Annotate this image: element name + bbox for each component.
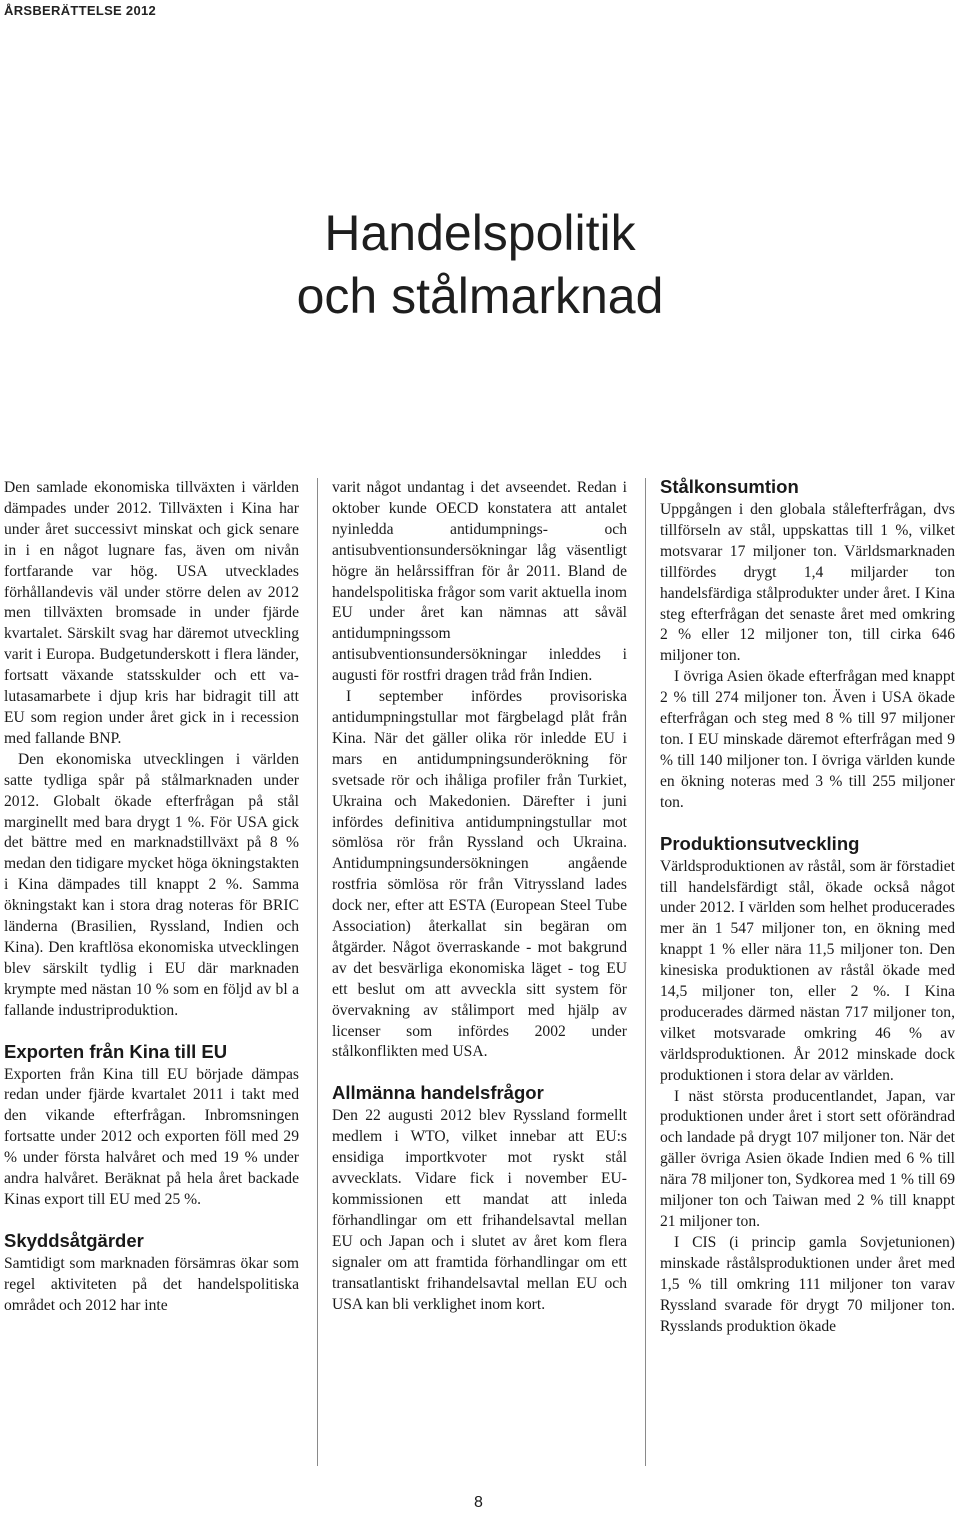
paragraph-production-world: Världsproduktionen av råstål, som är förstadiet till handelsfärdigt stål, ökade också något under 2012. I världen som helhet producerades mer än 1 547 miljoner ton, en ökning med knappt 1 % eller nära 11,5 miljoner ton. Den kinesiska produktionen av råstål ökade med 14,5 miljoner ton, eller 2 %. I Kina producerades därmed nästan 717 miljoner ton, vilket motsvarade omkring 46 % av världsproduktionen. År 2012 minskade dock produktionen i stora delar av världen. [660,857,955,1084]
page-number: 8 [474,1494,483,1511]
page-title-line-1: Handelspolitik [324,204,636,261]
paragraph-general-trade: Den 22 augusti 2012 blev Ryssland formellt medlem i WTO, vilket innebar att EU:s ensidiga importkvoter mot ryskt stål avvecklats. Vidare fick i november EU-kommissionen ett mandat att inleda förhandlingar om ett frihandelsavtal mellan EU och Japan och i slutet av året kom flera signaler om att framtida förhandlingar om ett transatlantiskt frihandelsavtal mellan EU och USA kan bli verklighet inom kort. [332,1107,627,1313]
paragraph-steel-consumption: Uppgången i den globala stålefterfrågan, dvs tillförseln av stål, uppskattas till 1 %, vilket motsvarar 17 miljoner ton. Världsmarknaden tillfördes drygt 1,4 miljarder ton handelsfärdiga stålprodukter under året. I Kina steg efterfrågan det senaste året med omkring 2 % eller 12 miljoner ton, till cirka 646 miljoner ton. [660,501,955,665]
text-column-2 [332,478,627,1315]
heading-general-trade: Allmänna handelsfrågor [332,1082,544,1104]
paragraph-antidumping: I september infördes provisoriska antidumpningstullar mot färgbelagd plåt från Kina. När det gäller olika rör inledde EU i mars en antidumpningsunderökning för svetsade rör och ihåliga profiler från Turkiet, Ukraina och Makedonien. Därefter i juni infördes definitiva antidumpningstullar mot sömlösa rör från Ryssland och Ukraina. Antidumpningsundersökningen angående rostfria sömlösa rör från Vitryssland lades dock ner, efter att ESTA (European Steel Tube Association) återkallat sin begäran om åtgärder. Något överraskande - mot bakgrund av det besvärliga ekonomiska läget - tog EU ett beslut om att avveckla sitt system för övervakning av stålimport med hjälp av licenser som infördes 2002 under stålkonflikten med USA. [332,688,627,1061]
paragraph-production-japan: I näst största producentlandet, Japan, var produktionen under året i stort sett oförändrad och landade på drygt 107 miljoner ton. När det gäller övriga Asien ökade Indien med 6 % till nära 78 miljoner ton, Sydkorea med 1 % till 69 miljoner ton och Taiwan med 2 % till knappt 21 miljoner ton. [660,1087,955,1230]
text-column-1 [4,478,299,1317]
running-head: ÅRSBERÄTTELSE 2012 [4,3,157,18]
paragraph-export-china: Exporten från Kina till EU började dämpas redan under fjärde kvartalet 2011 i takt med den vikande efterfrågan. Inbromsningen fortsatte under 2012 och exporten föll med 29 % under första halvåret och med 19 % under andra halvåret. Beräknat på hela året backade Kinas export till EU med 25 %. [4,1065,299,1208]
heading-production: Produktionsutveckling [660,832,860,854]
column-divider-1 [317,478,318,1466]
paragraph-steel-market: Den ekonomiska utvecklingen i världen satte tydliga spår på stålmarknaden under 2012. Globalt ökade efterfrågan på stål marginellt med bara drygt 1 %. För USA gick det bättre med en marknadstillväxt på 8 % medan den tidigare mycket höga ökningstakten i Kina dämpades till knappt 2 %. Samma ökningstakt kan i stora drag noteras för BRIC länderna (Brasilien, Ryssland, Indien och Kina). Den kraftlösa ekonomiska utvecklingen blev särskilt tydlig i EU där marknaden krympte med nästan 10 % som en följd av bl a fallande industriproduktion. [4,750,299,1019]
heading-protective-measures: Skyddsåtgärder [4,1229,144,1251]
paragraph-oecd: varit något undantag i det avseendet. Redan i oktober kunde OECD konstatera att antalet nyinledda antidumpnings- och antisubventionsundersökningar låg väsentligt högre än helårssiffran för år 2011. Bland de handelspolitiska frågor som varit aktuella inom EU under året kan nämnas att såväl antidumpningssom antisubventionsundersökningar inleddes i augusti för rostfri dragen tråd från Indien. [332,479,627,685]
heading-export-china: Exporten från Kina till EU [4,1040,228,1062]
paragraph-steel-consumption-asia: I övriga Asien ökade efterfrågan med knappt 2 % till 274 miljoner ton. Även i USA ökade efterfrågan och steg med 8 % till 97 miljoner ton. I EU minskade däremot efterfrågan med 9 % till 140 miljoner ton. I övriga världen kunde en ökning noteras med 3 % till 255 miljoner ton. [660,668,955,811]
page-title-line-2: och stålmarknad [296,267,664,324]
paragraph-intro: Den samlade ekonomiska tillväxten i världen dämpades under 2012. Tillväxten i Kina har under året successivt minskat och gick senare in i en något lugnare fas, även om nivån fortfarande var hög. USA utvecklades förhållandevis väl under större delen av 2012 men tillväxten bromsade in under fjärde kvartalet. Särskilt svag har däremot utveckling varit i Europa. Budgetunderskott i flera länder, fortsatt växande statsskulder och ett valutasamarbete i djup kris har bidragit till att EU som region under året gick in i recession med fallande BNP. [4,479,299,747]
paragraph-production-cis: I CIS (i princip gamla Sovjetunionen) minskade råstålsproduktionen under året med 1,5 % till omkring 111 miljoner ton varav Ryssland svarade för drygt 70 miljoner ton. Rysslands produktion ökade [660,1233,955,1335]
paragraph-protective-measures: Samtidigt som marknaden försämras ökar som regel aktiviteten på det handelspolitiska området och 2012 har inte [4,1254,299,1314]
column-divider-2 [645,478,646,1466]
text-column-3 [660,478,955,1337]
heading-steel-consumption: Stålkonsumtion [660,476,799,497]
page-title [0,202,960,328]
